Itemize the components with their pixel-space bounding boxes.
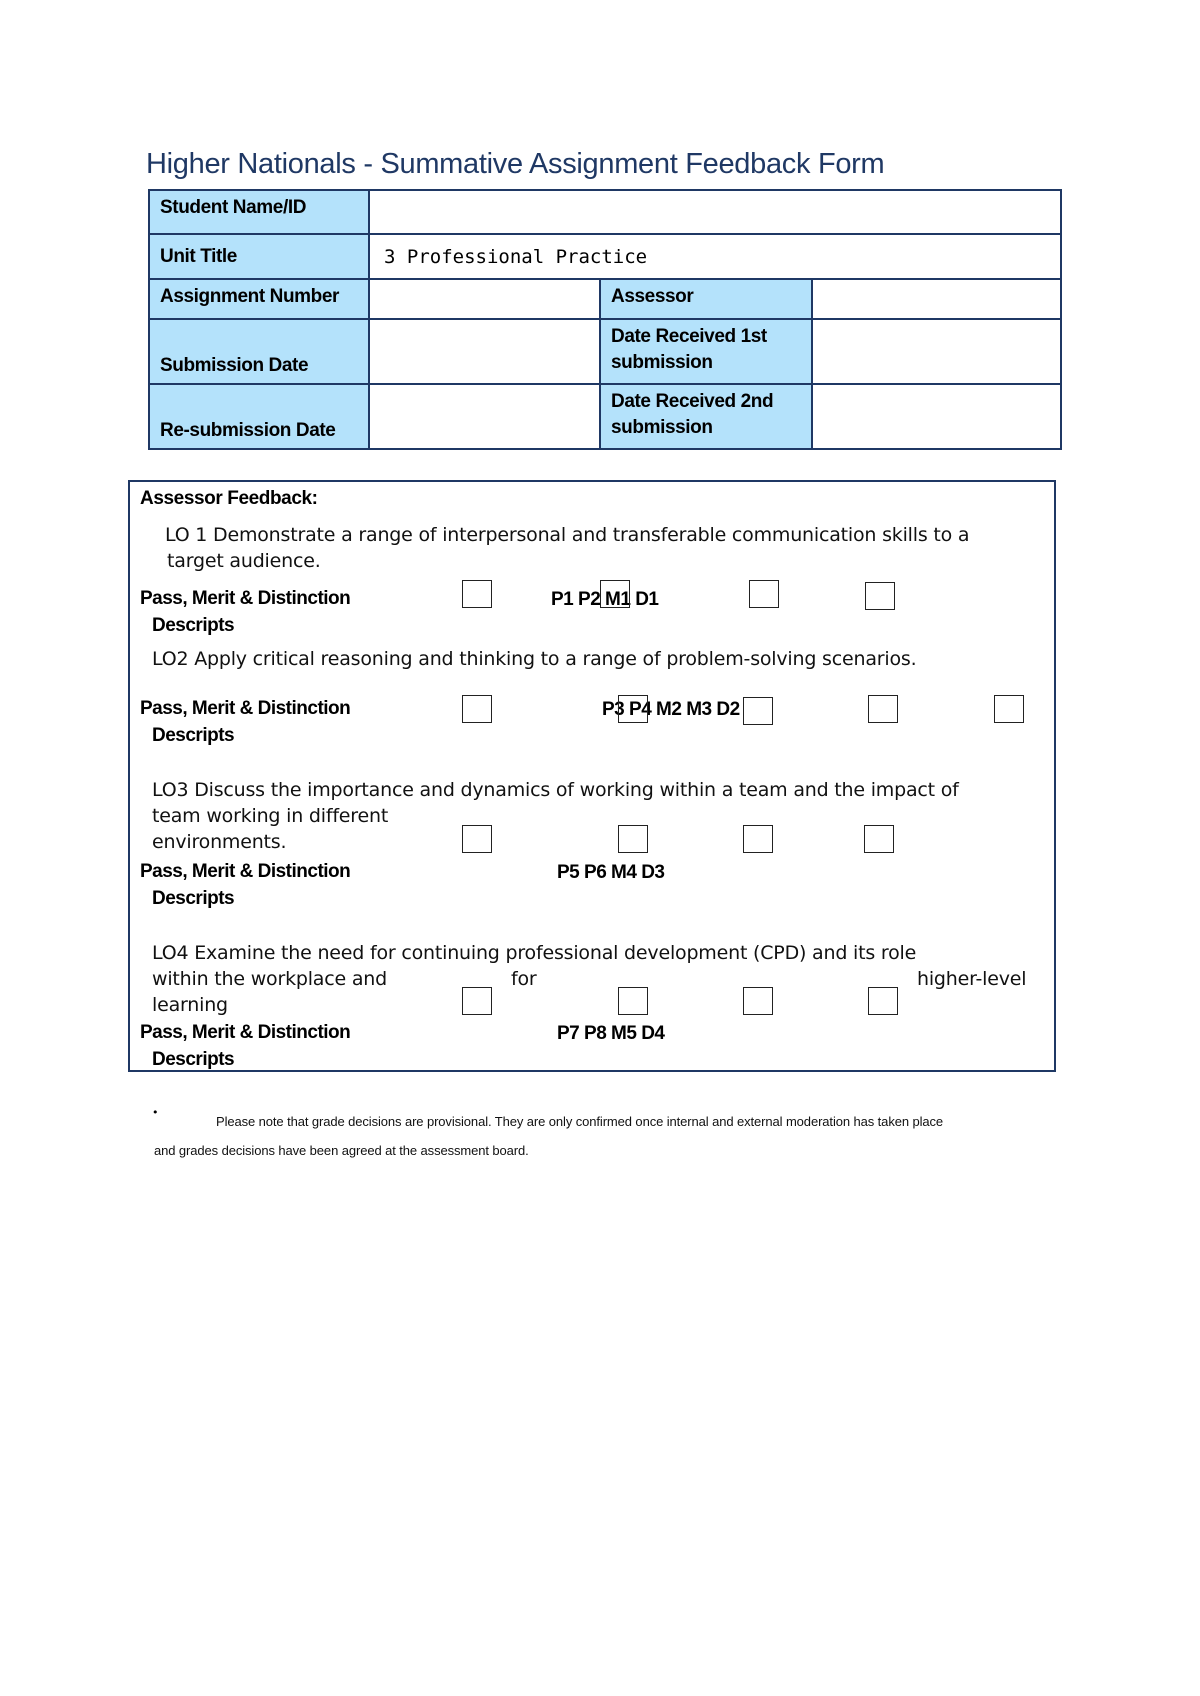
lo4-descriptor-label: Pass, Merit & Distinction xyxy=(140,1022,351,1043)
note-text-line2: and grades decisions have been agreed at the assessment board. xyxy=(154,1143,529,1158)
lo3-checkbox-3[interactable] xyxy=(743,825,773,853)
assignment-number-label: Assignment Number xyxy=(149,279,369,319)
resubmission-date-label: Re-submission Date xyxy=(149,384,369,449)
lo4-checkbox-4[interactable] xyxy=(868,987,898,1015)
note-text-line1: Please note that grade decisions are provisional. They are only confirmed once internal and external moderation has taken place xyxy=(216,1114,944,1129)
lo4-checkbox-2[interactable] xyxy=(618,987,648,1015)
lo2-checkbox-2[interactable] xyxy=(618,695,648,723)
lo1-checkbox-1[interactable] xyxy=(462,580,492,608)
lo2-text-line1: LO2 Apply critical reasoning and thinking to a range of problem-solving scenarios. xyxy=(152,648,917,670)
lo2-checkbox-4[interactable] xyxy=(868,695,898,723)
student-info-table xyxy=(148,189,1062,450)
lo2-descriptor-label-line2: Descripts xyxy=(152,725,235,746)
lo4-criteria: P7 P8 M5 D4 xyxy=(557,1023,665,1044)
lo3-text-line1: LO3 Discuss the importance and dynamics of working within a team and the impact of xyxy=(152,779,959,801)
assessor-field[interactable] xyxy=(812,279,1061,319)
lo2-criteria: P3 P4 M2 M3 D2 xyxy=(602,699,740,720)
lo4-descriptor-label-line2: Descripts xyxy=(152,1049,235,1070)
lo4-text-line3: learning xyxy=(152,994,228,1016)
assignment-number-field[interactable] xyxy=(369,279,600,319)
lo4-text-line2a: within the workplace and xyxy=(152,968,387,990)
lo2-checkbox-5[interactable] xyxy=(994,695,1024,723)
resubmission-date-field[interactable] xyxy=(369,384,600,449)
lo1-criteria: P1 P2 M1 D1 xyxy=(551,589,659,610)
unit-title-label: Unit Title xyxy=(149,234,369,279)
lo3-checkbox-1[interactable] xyxy=(462,825,492,853)
date-received-2nd-label: Date Received 2nd submission xyxy=(600,384,812,449)
lo4-text-line1: LO4 Examine the need for continuing professional development (CPD) and its role xyxy=(152,942,917,964)
lo3-checkbox-4[interactable] xyxy=(864,825,894,853)
lo3-descriptor-label: Pass, Merit & Distinction xyxy=(140,861,351,882)
lo3-descriptor-label-line2: Descripts xyxy=(152,888,235,909)
submission-date-label: Submission Date xyxy=(149,319,369,384)
submission-date-field[interactable] xyxy=(369,319,600,384)
lo3-criteria: P5 P6 M4 D3 xyxy=(557,862,665,883)
lo4-checkbox-3[interactable] xyxy=(743,987,773,1015)
assessor-label: Assessor xyxy=(600,279,812,319)
lo1-checkbox-2[interactable] xyxy=(600,580,630,608)
lo4-text-line2c: higher-level xyxy=(917,968,1027,990)
lo2-checkbox-3[interactable] xyxy=(743,697,773,725)
lo4-checkbox-1[interactable] xyxy=(462,987,492,1015)
lo1-text-line2: target audience. xyxy=(167,550,321,572)
assessor-feedback-heading: Assessor Feedback: xyxy=(140,488,318,509)
student-name-label: Student Name/ID xyxy=(149,190,369,234)
lo1-checkbox-4[interactable] xyxy=(865,582,895,610)
lo3-checkbox-2[interactable] xyxy=(618,825,648,853)
lo2-descriptor-label: Pass, Merit & Distinction xyxy=(140,698,351,719)
lo1-descriptor-label-line2: Descripts xyxy=(152,615,235,636)
student-name-field[interactable] xyxy=(369,190,1061,234)
lo3-text-line3: environments. xyxy=(152,831,287,853)
note-bullet-icon: • xyxy=(152,1106,159,1119)
lo1-checkbox-3[interactable] xyxy=(749,580,779,608)
date-received-2nd-field[interactable] xyxy=(812,384,1061,449)
lo4-text-line2b: for xyxy=(511,968,537,990)
date-received-1st-label: Date Received 1st submission xyxy=(600,319,812,384)
lo1-descriptor-label: Pass, Merit & Distinction xyxy=(140,588,351,609)
lo3-text-line2: team working in different xyxy=(152,805,389,827)
form-title: Higher Nationals - Summative Assignment Feedback Form xyxy=(146,148,885,180)
unit-title-field[interactable]: 3 Professional Practice xyxy=(369,234,1061,279)
lo1-text-line1: LO 1 Demonstrate a range of interpersonal and transferable communication skills to a xyxy=(165,524,970,546)
lo2-checkbox-1[interactable] xyxy=(462,695,492,723)
date-received-1st-field[interactable] xyxy=(812,319,1061,384)
